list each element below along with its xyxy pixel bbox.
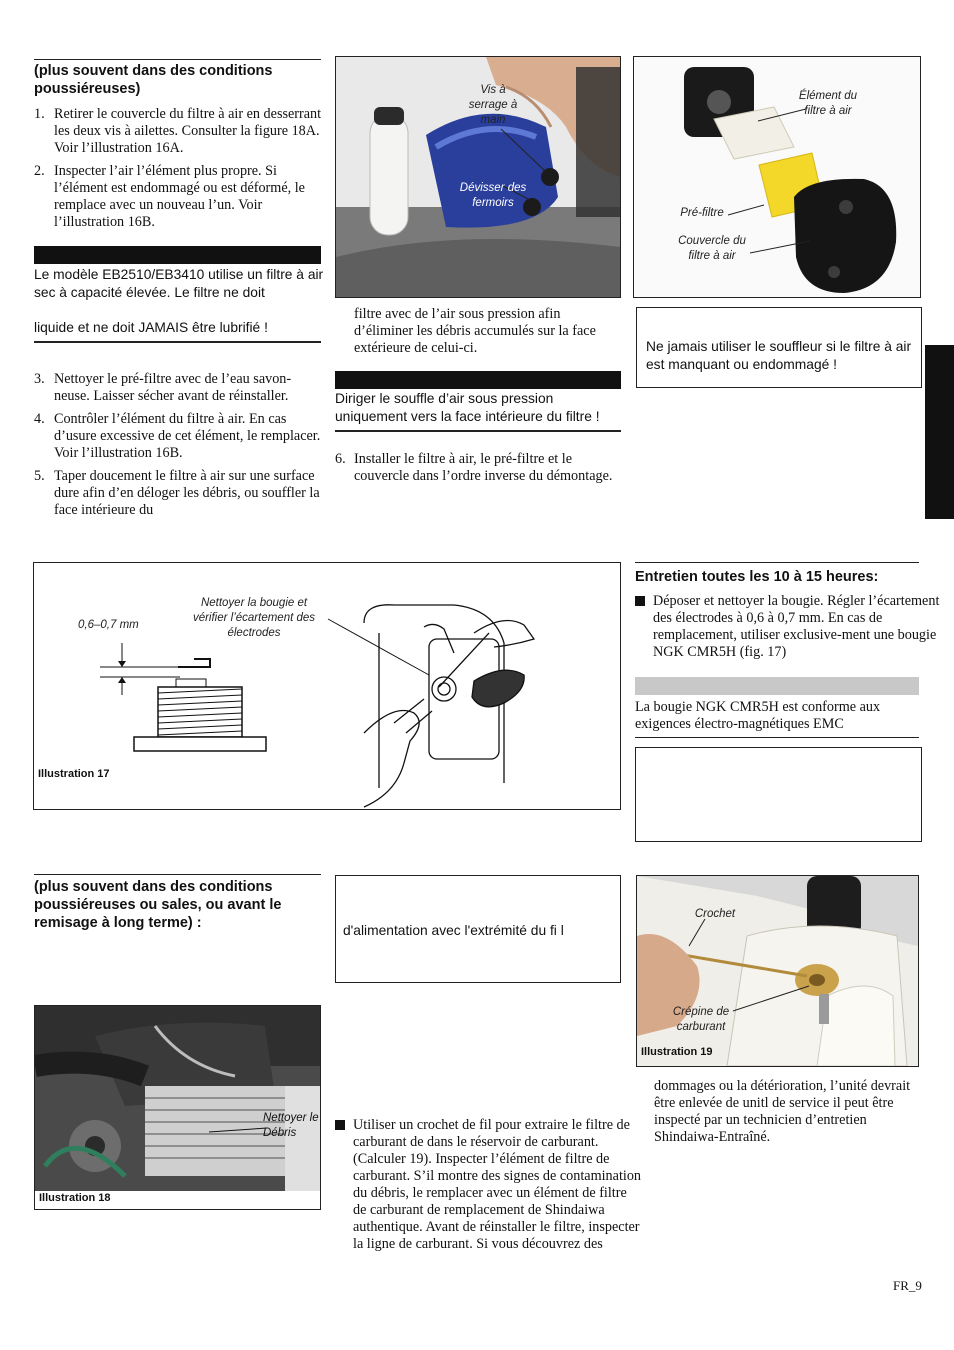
col3-continuation: dommages ou la détérioration, l’unité devrait être enlevée de unitl de service il peut être inspecté par un technicien d’entretien Shindaiwa-Entraîné. (654, 1078, 911, 1145)
step-6: 6. Installer le filtre à air, le pré-filtre et le couvercle dans l’ordre inverse du démontage. (335, 451, 613, 484)
bullet-square (635, 596, 645, 606)
fuel-notice-box (335, 875, 621, 983)
hook-label: Crochet (694, 908, 736, 920)
page-number: FR_9 (893, 1278, 922, 1293)
section-heading-air-filter: (plus souvent dans des conditions poussiéreuses) (34, 63, 273, 97)
illustration-16a-frame (335, 56, 621, 298)
caution-text: Ne jamais utiliser le souffleur si le filtre à air est manquant ou endommagé ! (646, 339, 912, 372)
illustration-17-frame (33, 562, 621, 810)
rule (635, 562, 919, 563)
illustration-18-caption: Illustration 18 (39, 1192, 111, 1204)
step-5: 5. Taper doucement le filtre à air sur une surface dure afin d’en déloger les débris, ou souffler la face intérieure du (34, 468, 320, 518)
empty-notice-box (635, 747, 922, 842)
fuel-filter-bullet: Utiliser un crochet de fil pour extraire le filtre de carburant de dans le réservoir de carburant. (Calculer 19). Inspecter l’élément de filtre de carburant. S’il montre des signes de contamination du débris, le remplacer avec un élément de filtre de carburant de remplacement de Shindaiwa authentique. Avant de réinstaller le filtre, inspecter la ligne de carburant. Si vous découvrez des (335, 1117, 641, 1253)
label-prefilter: Pré-filtre (680, 207, 724, 219)
step-list-b (34, 371, 324, 525)
illustration-17-caption: Illustration 17 (38, 768, 110, 780)
step-list-a (34, 106, 324, 237)
spark-note: La bougie NGK CMR5H est conforme aux exigences électro-magnétiques EMC (635, 699, 881, 732)
step-2: 2. Inspecter l’air l’élément plus propre. Si l’élément est endommagé ou est déformé, le remplace avec un nouveau l’un. Voir l’illustration 16B. (34, 163, 305, 230)
warning-text: Diriger le souffle d’air sous pression uniquement vers la face intérieure du filtre ! (335, 391, 600, 424)
clean-plug-label: Nettoyer la bougie et vérifier l’écartement des électrodes (192, 597, 316, 639)
rule (635, 737, 919, 738)
warning-bottom-rule (335, 430, 621, 432)
gap-label: 0,6–0,7 mm (78, 619, 139, 631)
label-filter-cover: Couvercle du filtre à air (678, 235, 746, 262)
cylinder-heading: (plus souvent dans des conditions poussiéreuses ou sales, ou avant le remisage à long terme) : (34, 879, 282, 931)
spark-heading: Entretien toutes les 10 à 15 heures: (635, 569, 879, 585)
step-4: 4. Contrôler l’élément du filtre à air. En cas d’usure excessive de cet élément, le remplacer. Voir l’illustration 16B. (34, 411, 321, 461)
spark-plug-diagram (34, 563, 620, 809)
col2-continuation: filtre avec de l’air sous pression afin d’éliminer les débris accumulés sur la face extérieure de celui-ci. (354, 306, 596, 356)
note-text-line2: liquide et ne doit JAMAIS être lubrifié ! (34, 320, 268, 335)
step-1: 1. Retirer le couvercle du filtre à air en desserrant les deux vis à ailettes. Consulter la figure 18A. Voir l’illustration 16A. (34, 106, 322, 156)
illustration-16b-frame (633, 56, 921, 298)
strainer-label: Crépine de carburant (672, 1006, 730, 1033)
step-3: 3. Nettoyer le pré-filtre avec de l’eau savon-neuse. Laisser sécher avant de réinstaller. (34, 371, 292, 404)
label-filter-element: Élément du filtre à air (798, 90, 858, 117)
note-grey-bar (635, 677, 919, 695)
spark-bullet: Déposer et nettoyer la bougie. Régler l’écartement des électrodes à 0,6 à 0,7 mm. En cas de remplacement, utiliser exclusive-ment une bougie NGK CMR5H (fig. 17) (635, 593, 943, 661)
section-thumb-tab (925, 345, 954, 519)
bullet-square (335, 1120, 345, 1130)
photo-label-thumbscrew: Vis à serrage à main (468, 84, 518, 126)
fuel-tank-photo (637, 876, 918, 1066)
note-header-bar (34, 246, 321, 264)
debris-label: Nettoyer le Débris (263, 1112, 319, 1139)
warning-header-bar (335, 371, 621, 389)
illustration-19-caption: Illustration 19 (641, 1046, 713, 1058)
illustration-19-frame (636, 875, 919, 1067)
rule (34, 874, 321, 875)
note-text-line1: Le modèle EB2510/EB3410 utilise un filtre à air sec à capacité élevée. Le filtre ne doit (34, 267, 324, 300)
fuel-notice-text: d'alimentation avec l'extrémité du fi l (343, 923, 564, 938)
rule (34, 59, 321, 60)
caution-box (636, 307, 922, 388)
note-bottom-rule (34, 341, 321, 343)
cylinder-photo (35, 1006, 320, 1191)
illustration-18-frame (34, 1005, 321, 1210)
photo-label-unscrew: Dévisser des fermoirs (459, 182, 527, 209)
